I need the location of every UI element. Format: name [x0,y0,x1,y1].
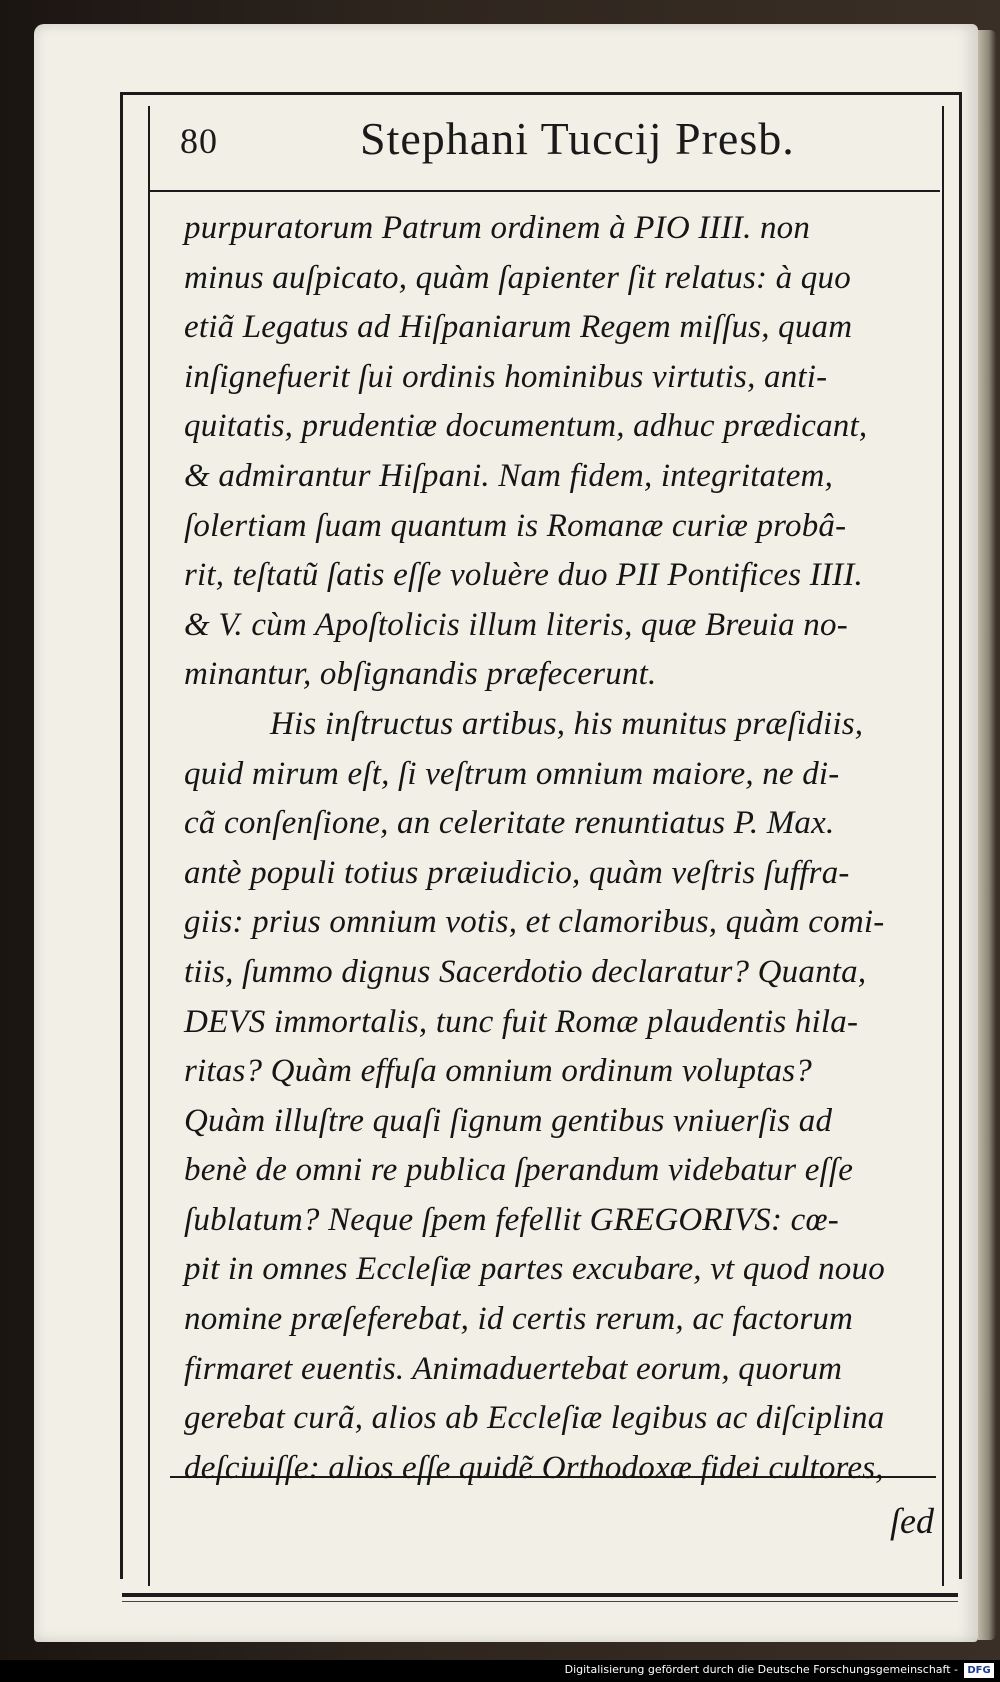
dfg-logo: DFG [964,1663,994,1678]
text-line: etiã Legatus ad Hiſpaniarum Regem miſſus, quam [184,309,853,346]
text-line: purpuratorum Patrum ordinem à PIO IIII. non [184,210,811,246]
text-line: Quàm illuſtre quaſi ſignum gentibus vniuerſis ad [184,1102,833,1139]
text-line: minantur, obſignandis præfecerunt. [184,656,657,693]
frame-base-hairline [122,1601,958,1602]
text-line: benè de omni re publica ſperandum videbatur eſſe [184,1152,854,1189]
text-line: antè populi totius præiudicio, quàm veſtris ſuffra- [184,854,850,891]
frame-base-rule [122,1593,958,1597]
text-line: quid mirum eſt, ſi veſtrum omnium maiore, ne di- [184,755,840,792]
text-line: rit, teſtatũ ſatis eſſe voluère duo PII Pontifices IIII. [184,557,863,594]
text-line: ſublatum? Neque ſpem fefellit GREGORIVS: cœ- [184,1201,839,1238]
text-line: ritas? Quàm effuſa omnium ordinum voluptas? [184,1053,812,1090]
text-line: deſciuiſſe: alios eſſe quidẽ Orthodoxæ fidei cultores, [184,1449,884,1486]
page-number: 80 [180,121,218,161]
paragraph-start-line: His inſtructus artibus, his munitus præſidiis, [270,705,864,742]
text-line: quitatis, prudentiæ documentum, adhuc prædicant, [184,408,868,445]
text-line: firmaret euentis. Animaduertebat eorum, quorum [184,1350,843,1387]
text-line: tiis, ſummo dignus Sacerdotio declaratur? Quanta, [184,953,867,990]
funding-notice: Digitalisierung gefördert durch die Deutsche Forschungsgemeinschaft - [564,1663,958,1676]
text-line: nomine præſeferebat, id certis rerum, ac factorum [184,1301,854,1338]
page-edge [978,30,996,1640]
text-line: & admirantur Hiſpani. Nam fidem, integritatem, [184,457,834,494]
header-rule [150,190,940,192]
text-line: minus auſpicato, quàm ſapienter ſit relatus: à quo [184,259,851,296]
running-head [180,112,920,172]
text-line: & V. cùm Apoſtolicis illum literis, quæ Breuia no- [184,606,848,643]
text-line: cã conſenſione, an celeritate renuntiatus P. Max. [184,805,835,842]
text-line: DEVS immortalis, tunc fuit Romæ plaudentis hila- [184,1003,859,1040]
main-text-block [184,204,944,1493]
running-title: Stephani Tuccij Presb. [360,113,795,164]
text-line: inſignefuerit ſui ordinis hominibus virtutis, anti- [184,358,828,395]
catchword: ſed [890,1501,934,1541]
text-line: giis: prius omnium votis, et clamoribus, quàm comi- [184,904,885,941]
text-line: ſolertiam ſuam quantum is Romanæ curiæ probâ- [184,507,847,544]
text-line: pit in omnes Eccleſiæ partes excubare, vt quod nouo [184,1251,885,1288]
text-line: gerebat curã, alios ab Eccleſiæ legibus ac diſciplina [184,1400,885,1437]
